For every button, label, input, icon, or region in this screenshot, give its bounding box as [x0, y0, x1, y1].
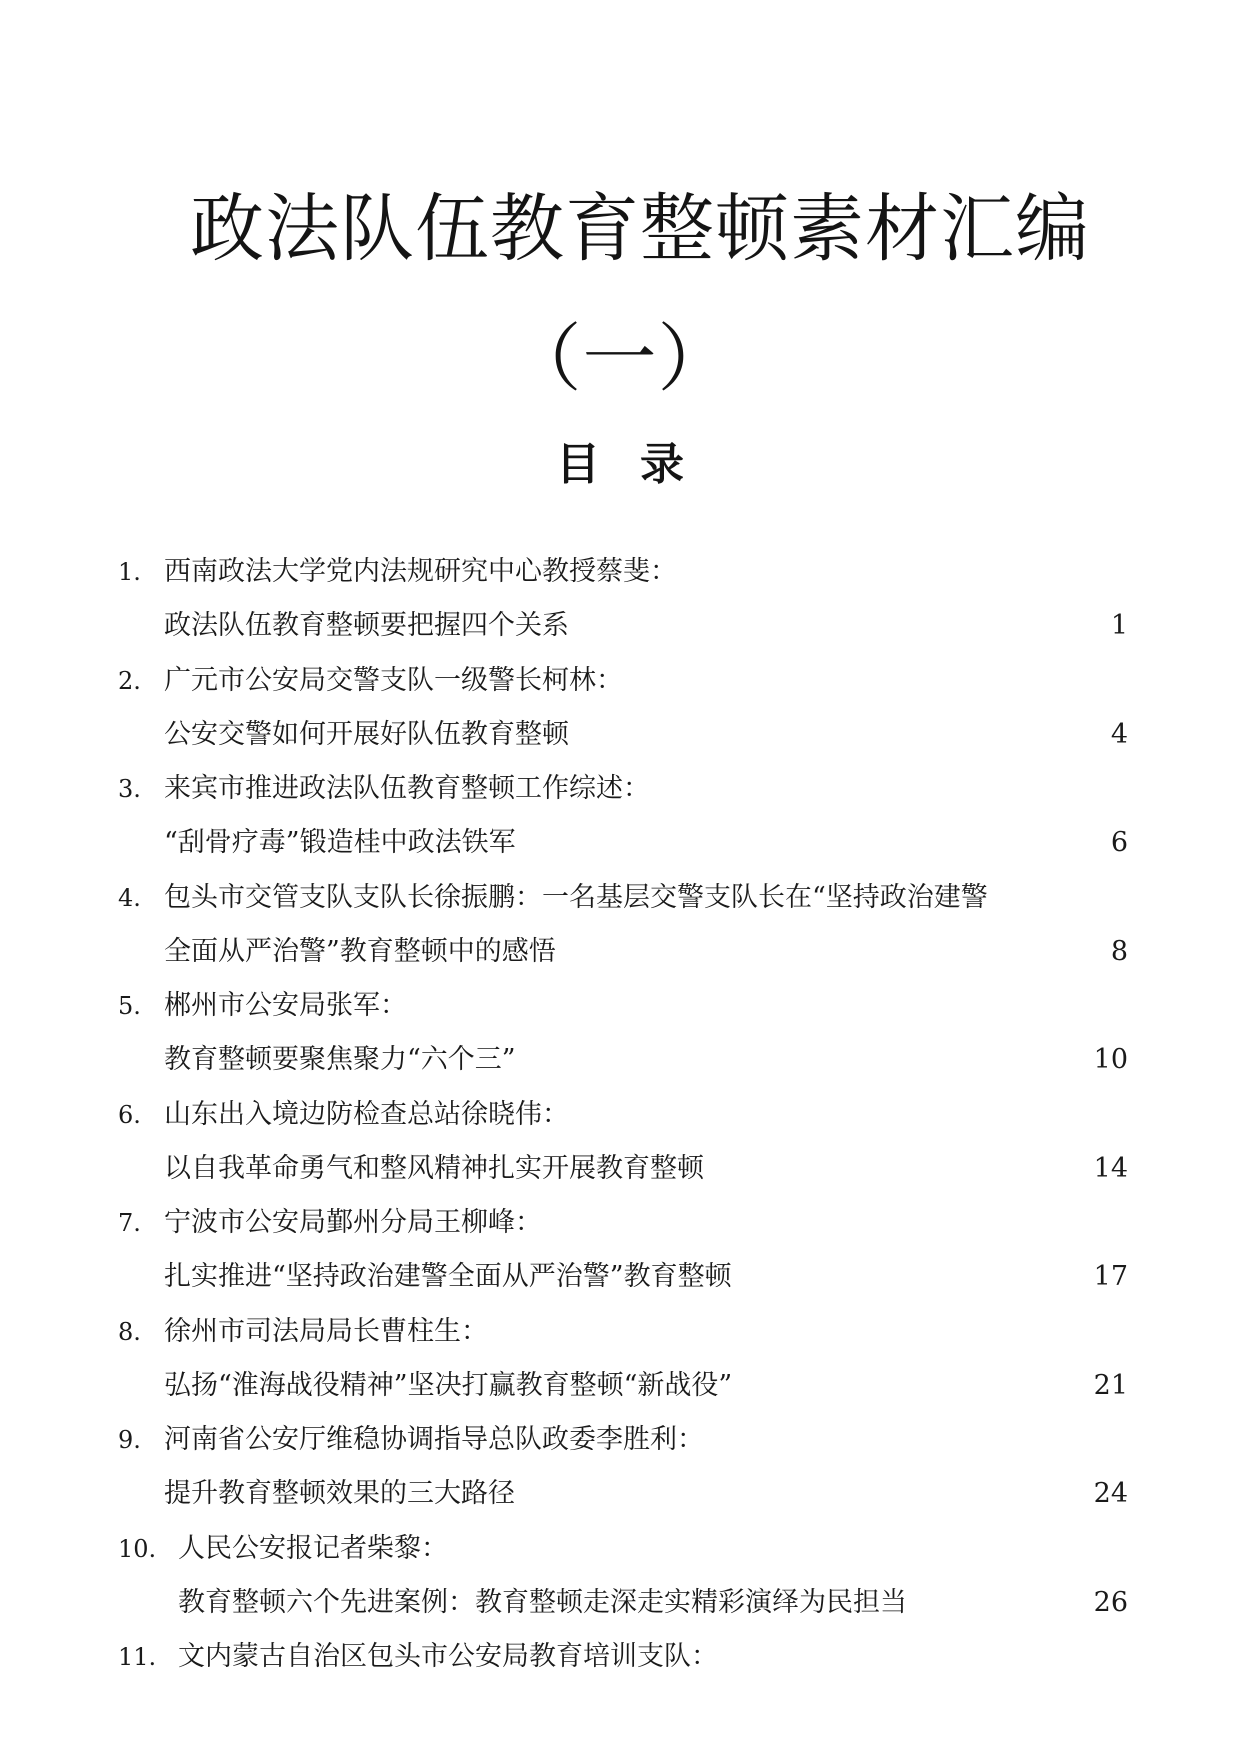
toc-entry-number: 10. — [118, 1534, 157, 1563]
toc-entry-page: 17 — [1093, 1261, 1128, 1293]
toc-entry-title[interactable]: 教育整顿六个先进案例：教育整顿走深走实精彩演绎为民担当 — [178, 1586, 907, 1618]
toc-entry-author: 山东出入境边防检查总站徐晓伟： — [164, 1098, 569, 1130]
toc-entry-title[interactable]: 公安交警如何开展好队伍教育整顿 — [164, 718, 569, 750]
toc-entry-author: 包头市交管支队支队长徐振鹏：一名基层交警支队长在“坚持政治建警 — [164, 881, 988, 913]
table-of-contents — [118, 545, 1128, 1684]
toc-entry-title[interactable]: 全面从严治警”教育整顿中的感悟 — [164, 935, 556, 967]
toc-entry — [118, 1196, 1128, 1305]
toc-entry — [118, 545, 1128, 654]
document-title: 政法队伍教育整顿素材汇编 — [190, 186, 1090, 272]
toc-entry-number: 4. — [118, 883, 141, 912]
toc-entry — [118, 654, 1128, 763]
toc-entry-author: 文内蒙古自治区包头市公安局教育培训支队： — [178, 1641, 718, 1672]
toc-entry-author: 来宾市推进政法队伍教育整顿工作综述： — [164, 773, 650, 804]
toc-entry — [118, 1413, 1128, 1522]
toc-entry-author: 广元市公安局交警支队一级警长柯林： — [164, 664, 623, 696]
toc-entry — [118, 1630, 1128, 1684]
toc-entry-number: 9. — [118, 1426, 141, 1454]
toc-entry-page: 26 — [1093, 1586, 1128, 1618]
toc-entry-page: 8 — [1110, 935, 1128, 967]
toc-entry-page: 10 — [1093, 1044, 1128, 1076]
toc-entry-title[interactable]: 提升教育整顿效果的三大路径 — [164, 1478, 515, 1510]
toc-entry-number: 1. — [118, 558, 141, 586]
toc-entry-author: 人民公安报记者柴黎： — [178, 1532, 448, 1564]
toc-entry-number: 8. — [118, 1317, 141, 1346]
toc-entry — [118, 979, 1128, 1088]
toc-entry-number: 11. — [118, 1643, 157, 1671]
toc-entry-page: 21 — [1093, 1369, 1128, 1401]
toc-entry-title[interactable]: 教育整顿要聚焦聚力“六个三” — [164, 1044, 516, 1076]
toc-entry-number: 6. — [118, 1100, 141, 1129]
toc-entry-number: 2. — [118, 666, 141, 695]
toc-entry — [118, 1088, 1128, 1197]
toc-entry-number: 5. — [118, 992, 141, 1020]
toc-entry-title[interactable]: 弘扬“淮海战役精神”坚决打赢教育整顿“新战役” — [164, 1369, 733, 1401]
toc-entry-page: 24 — [1093, 1478, 1128, 1510]
toc-entry-title[interactable]: 政法队伍教育整顿要把握四个关系 — [164, 610, 569, 642]
toc-entry-page: 4 — [1110, 718, 1128, 750]
toc-entry-author: 宁波市公安局鄞州分局王柳峰： — [164, 1207, 542, 1238]
toc-entry — [118, 1305, 1128, 1414]
toc-entry-author: 河南省公安厅维稳协调指导总队政委李胜利： — [164, 1424, 704, 1455]
document-subtitle: （一） — [507, 316, 733, 402]
toc-entry — [118, 871, 1128, 980]
toc-entry-number: 7. — [118, 1209, 141, 1237]
toc-entry-title[interactable]: 扎实推进“坚持政治建警全面从严治警”教育整顿 — [164, 1261, 732, 1293]
toc-entry — [118, 762, 1128, 871]
toc-entry-number: 3. — [118, 775, 141, 803]
toc-heading: 目录 — [556, 439, 724, 490]
toc-entry-page: 6 — [1110, 827, 1128, 859]
toc-entry-author: 徐州市司法局局长曹柱生： — [164, 1315, 488, 1347]
toc-entry-title[interactable]: 以自我革命勇气和整风精神扎实开展教育整顿 — [164, 1152, 704, 1184]
toc-entry — [118, 1522, 1128, 1631]
toc-entry-page: 1 — [1110, 610, 1128, 642]
toc-entry-author: 西南政法大学党内法规研究中心教授蔡斐： — [164, 556, 677, 587]
toc-entry-page: 14 — [1093, 1152, 1128, 1184]
toc-entry-title[interactable]: “刮骨疗毒”锻造桂中政法铁军 — [164, 827, 516, 859]
toc-entry-author: 郴州市公安局张军： — [164, 990, 407, 1021]
